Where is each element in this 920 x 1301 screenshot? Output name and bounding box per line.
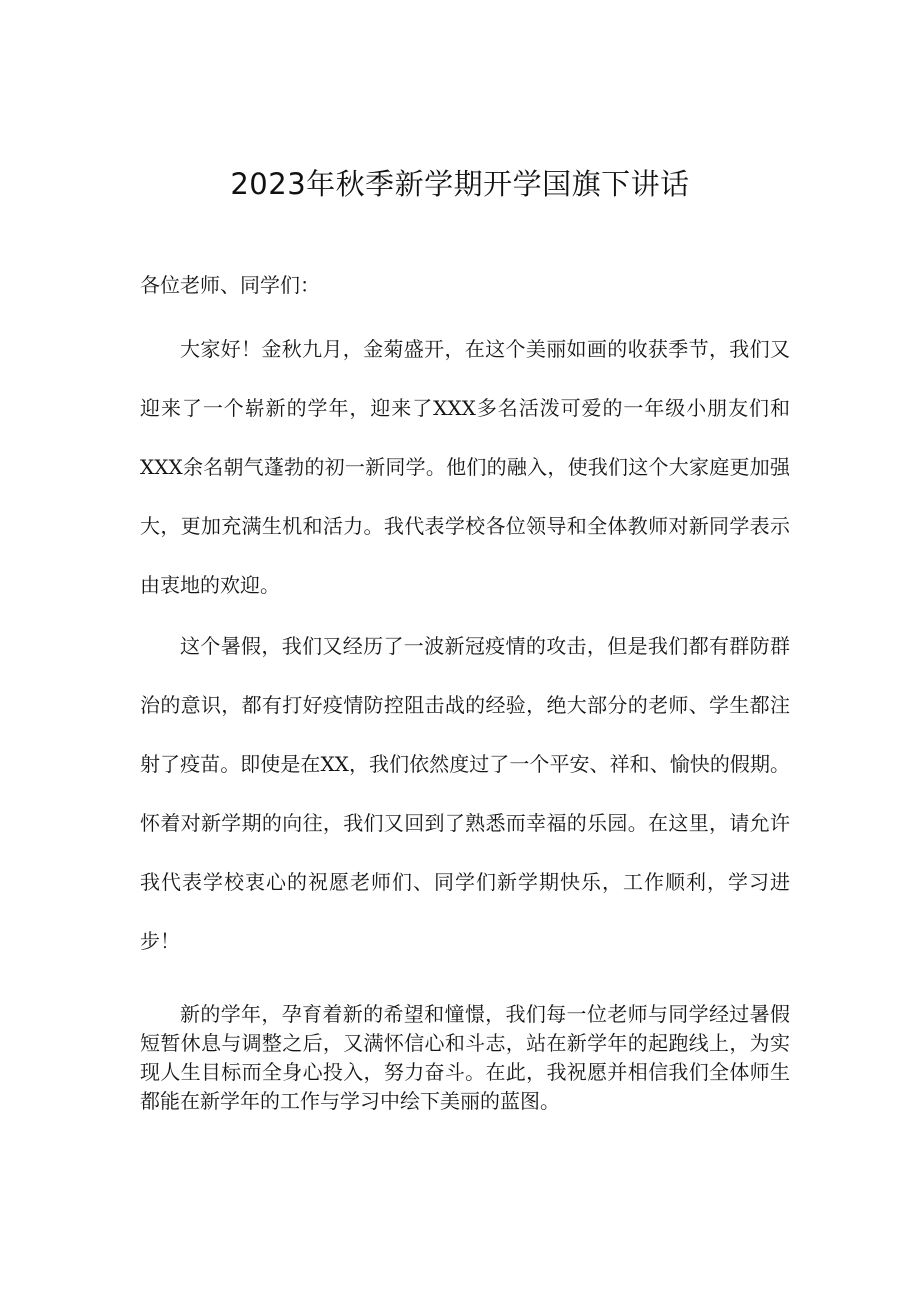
document-title: 2023年秋季新学期开学国旗下讲话 — [230, 167, 690, 201]
paragraph-welcome: 大家好！金秋九月，金菊盛开，在这个美丽如画的收获季节，我们又迎来了一个崭新的学年，迎来了XXX多名活泼可爱的一年级小朋友们和XXX余名朝气蓬勃的初一新同学。他们的融入，使我们这个大家庭更加强大，更加充满生机和活力。我代表学校各位领导和全体教师对新同学表示由衷地的欢迎。 — [140, 337, 790, 597]
salutation: 各位老师、同学们： — [140, 273, 320, 297]
paragraph-new-year-wishes: 新的学年，孕育着新的希望和憧憬，我们每一位老师与同学经过暑假短暂休息与调整之后，又满怀信心和斗志，站在新学年的起跑线上，为实现人生目标而全身心投入，努力奋斗。在此，我祝愿并相信我们全体师生都能在新学年的工作与学习中绘下美丽的蓝图。 — [140, 1002, 790, 1113]
paragraph-summer-review: 这个暑假，我们又经历了一波新冠疫情的攻击，但是我们都有群防群治的意识，都有打好疫情防控阻击战的经验，绝大部分的老师、学生都注射了疫苗。即使是在XX，我们依然度过了一个平安、祥和、愉快的假期。怀着对新学期的向往，我们又回到了熟悉而幸福的乐园。在这里，请允许我代表学校衷心的祝愿老师们、同学们新学期快乐，工作顺利，学习进步！ — [140, 634, 790, 953]
